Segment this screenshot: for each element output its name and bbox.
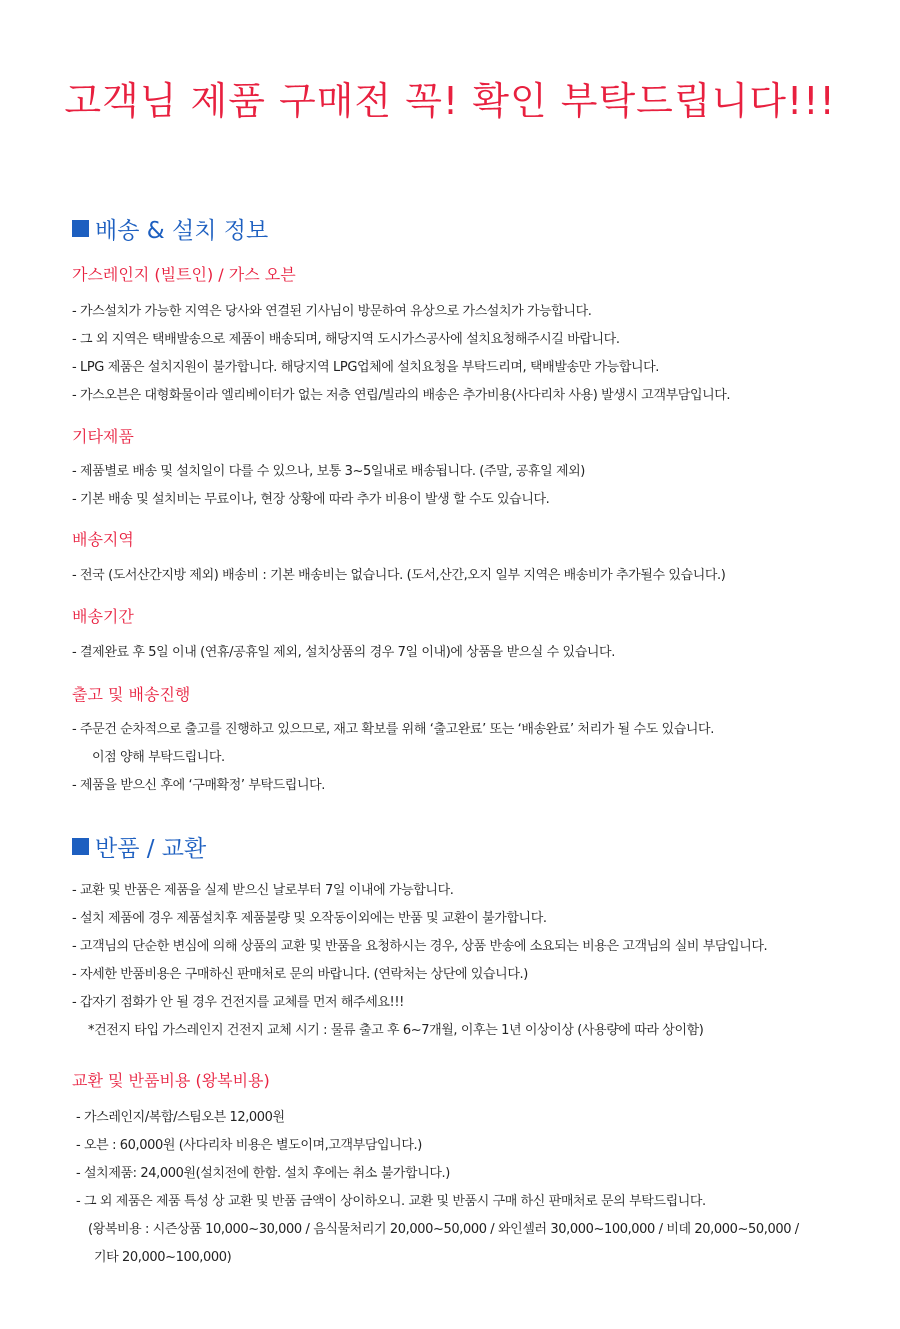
gas-line-2: - 그 외 지역은 택배발송으로 제품이 배송되며, 해당지역 도시가스공사에 설치요청해주시길 바랍니다. — [72, 332, 620, 347]
subtitle-process: 출고 및 배송진행 — [72, 685, 191, 704]
square-icon — [72, 220, 89, 237]
returns-line-3: - 고객님의 단순한 변심에 의해 상품의 교환 및 반품을 요청하시는 경우, 상품 반송에 소요되는 비용은 고객님의 실비 부담입니다. — [72, 939, 768, 954]
section-title-returns-label: 반품 / 교환 — [95, 836, 207, 862]
process-line-1: - 주문건 순차적으로 출고를 진행하고 있으므로, 재고 확보를 위해 ‘출고완료’ 또는 ‘배송완료’ 처리가 될 수도 있습니다. — [72, 722, 714, 737]
other-line-1: - 제품별로 배송 및 설치일이 다를 수 있으나, 보통 3~5일내로 배송됩니다. (주말, 공휴일 제외) — [72, 464, 585, 479]
fees-line-4: - 그 외 제품은 제품 특성 상 교환 및 반품 금액이 상이하오니. 교환 및 반품시 구매 하신 판매처로 문의 부탁드립니다. — [76, 1194, 706, 1209]
section-title-returns — [72, 830, 206, 863]
gas-line-3: - LPG 제품은 설치지원이 불가합니다. 해당지역 LPG업체에 설치요청을 부탁드리며, 택배발송만 가능합니다. — [72, 360, 660, 375]
fees-line-6: 기타 20,000~100,000) — [94, 1250, 232, 1265]
section-title-shipping-label: 배송 & 설치 정보 — [95, 218, 269, 244]
returns-line-5: - 갑자기 점화가 안 될 경우 건전지를 교체를 먼저 해주세요!!! — [72, 995, 404, 1010]
process-line-3: - 제품을 받으신 후에 ‘구매확정’ 부탁드립니다. — [72, 778, 325, 793]
returns-line-1: - 교환 및 반품은 제품을 실제 받으신 날로부터 7일 이내에 가능합니다. — [72, 883, 454, 898]
gas-line-1: - 가스설치가 가능한 지역은 당사와 연결된 기사님이 방문하여 유상으로 가스설치가 가능합니다. — [72, 304, 592, 319]
other-line-2: - 기본 배송 및 설치비는 무료이나, 현장 상황에 따라 추가 비용이 발생 할 수도 있습니다. — [72, 492, 550, 507]
subtitle-other: 기타제품 — [72, 427, 134, 446]
section-title-shipping — [72, 212, 268, 245]
returns-line-2: - 설치 제품에 경우 제품설치후 제품불량 및 오작동이외에는 반품 및 교환이 불가합니다. — [72, 911, 547, 926]
page-headline: 고객님 제품 구매전 꼭! 확인 부탁드립니다!!! — [64, 79, 836, 123]
process-line-2: 이점 양해 부탁드립니다. — [92, 750, 225, 765]
subtitle-period: 배송기간 — [72, 607, 134, 626]
region-line-1: - 전국 (도서산간지방 제외) 배송비 : 기본 배송비는 없습니다. (도서,산간,오지 일부 지역은 배송비가 추가될수 있습니다.) — [72, 568, 726, 583]
returns-line-4: - 자세한 반품비용은 구매하신 판매처로 문의 바랍니다. (연락처는 상단에 있습니다.) — [72, 967, 528, 982]
returns-battery-note: *건전지 타입 가스레인지 건전지 교체 시기 : 물류 출고 후 6~7개월, 이후는 1년 이상이상 (사용량에 따라 상이함) — [88, 1023, 704, 1038]
fees-line-2: - 오븐 : 60,000원 (사다리차 비용은 별도이며,고객부담입니다.) — [76, 1138, 422, 1153]
fees-line-1: - 가스레인지/복합/스팀오븐 12,000원 — [76, 1110, 285, 1125]
fees-line-5: (왕복비용 : 시즌상품 10,000~30,000 / 음식물처리기 20,000~50,000 / 와인셀러 30,000~100,000 / 비데 20,000~50,000 / — [88, 1222, 799, 1237]
subtitle-region: 배송지역 — [72, 530, 134, 549]
period-line-1: - 결제완료 후 5일 이내 (연휴/공휴일 제외, 설치상품의 경우 7일 이내)에 상품을 받으실 수 있습니다. — [72, 645, 615, 660]
subtitle-gas: 가스레인지 (빌트인) / 가스 오븐 — [72, 265, 296, 284]
fees-line-3: - 설치제품: 24,000원(설치전에 한함. 설치 후에는 취소 불가합니다.) — [76, 1166, 450, 1181]
subtitle-fees: 교환 및 반품비용 (왕복비용) — [72, 1071, 270, 1090]
square-icon — [72, 838, 89, 855]
gas-line-4: - 가스오븐은 대형화물이라 엘리베이터가 없는 저층 연립/빌라의 배송은 추가비용(사다리차 사용) 발생시 고객부담입니다. — [72, 388, 731, 403]
